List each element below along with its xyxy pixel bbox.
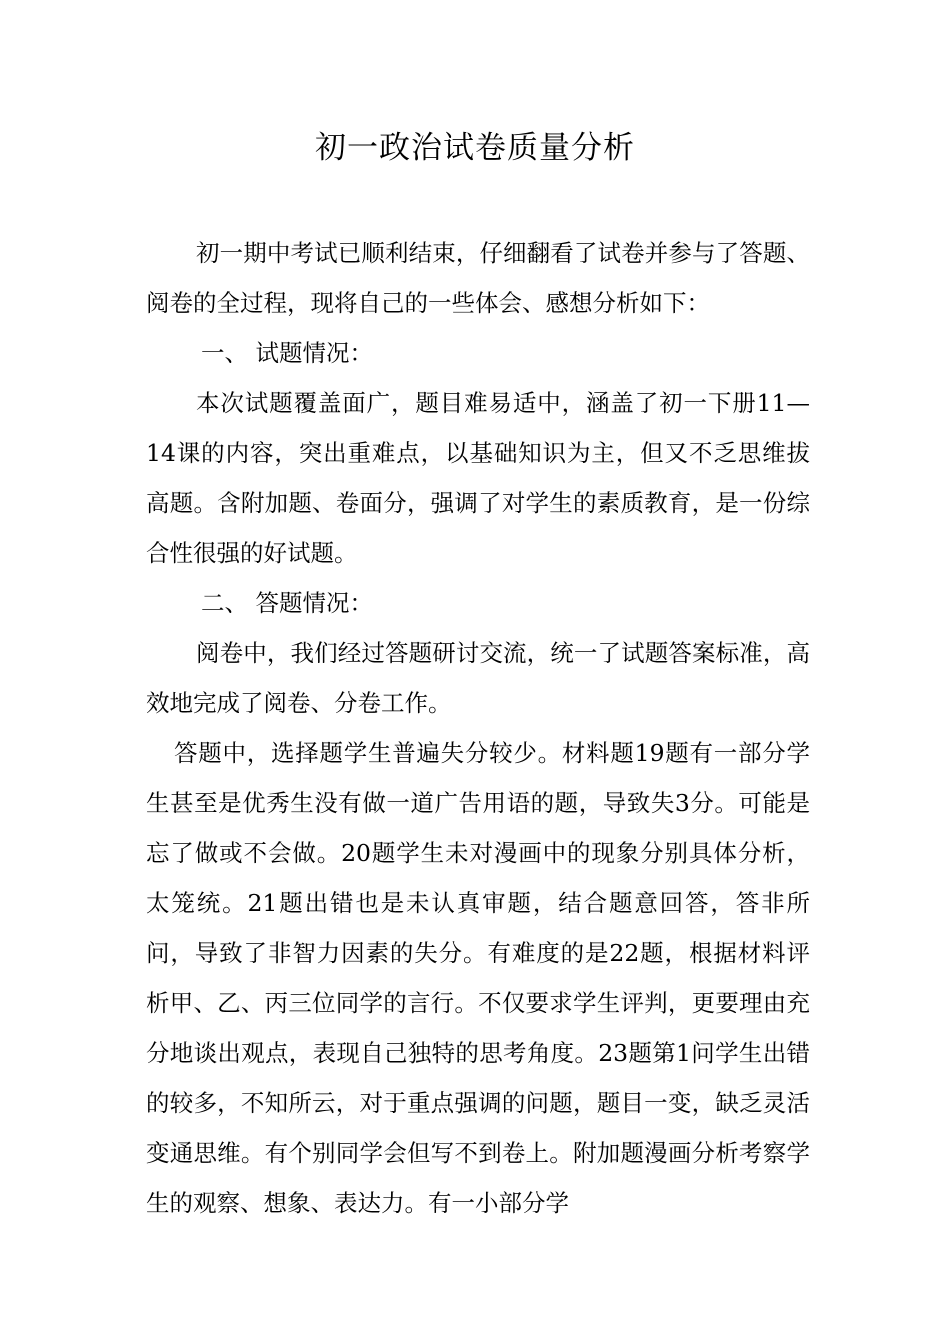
document-title: 初一政治试卷质量分析 bbox=[315, 130, 635, 166]
section-heading-exam-overview: 一、 试题情况： bbox=[201, 339, 373, 367]
answer-analysis-paragraph: 答题中，选择题学生普遍失分较少。材料题19题有一部分学生甚至是优秀生没有做一道广告用语的题，导致失3分。可能是忘了做或不会做。20题学生未对漫画中的现象分别具体分析，太笼统。21题出错也是未认真审题，结合题意回答，答非所问，导致了非智力因素的失分。有难度的是22题，根据材料评析甲、乙、丙三位同学的言行。不仅要求学生评判，更要理由充分地谈出观点，表现自己独特的思考角度。23题第1问学生出错的较多，不知所云，对于重点强调的问题，题目一变，缺乏灵活变通思维。有个别同学会但写不到卷上。附加题漫画分析考察学生的观察、想象、表达力。有一小部分学 bbox=[146, 739, 810, 1217]
exam-overview-paragraph: 本次试题覆盖面广，题目难易适中，涵盖了初一下册11—14课的内容，突出重难点，以基础知识为主，但又不乏思维拔高题。含附加题、卷面分，强调了对学生的素质教育，是一份综合性很强的好试题。 bbox=[146, 389, 810, 567]
section-heading-answer-overview: 二、 答题情况： bbox=[201, 589, 373, 617]
intro-paragraph: 初一期中考试已顺利结束，仔细翻看了试卷并参与了答题、阅卷的全过程，现将自己的一些体会、感想分析如下： bbox=[146, 239, 810, 317]
document-body bbox=[146, 228, 810, 1228]
grading-paragraph: 阅卷中，我们经过答题研讨交流，统一了试题答案标准，高效地完成了阅卷、分卷工作。 bbox=[146, 639, 810, 717]
